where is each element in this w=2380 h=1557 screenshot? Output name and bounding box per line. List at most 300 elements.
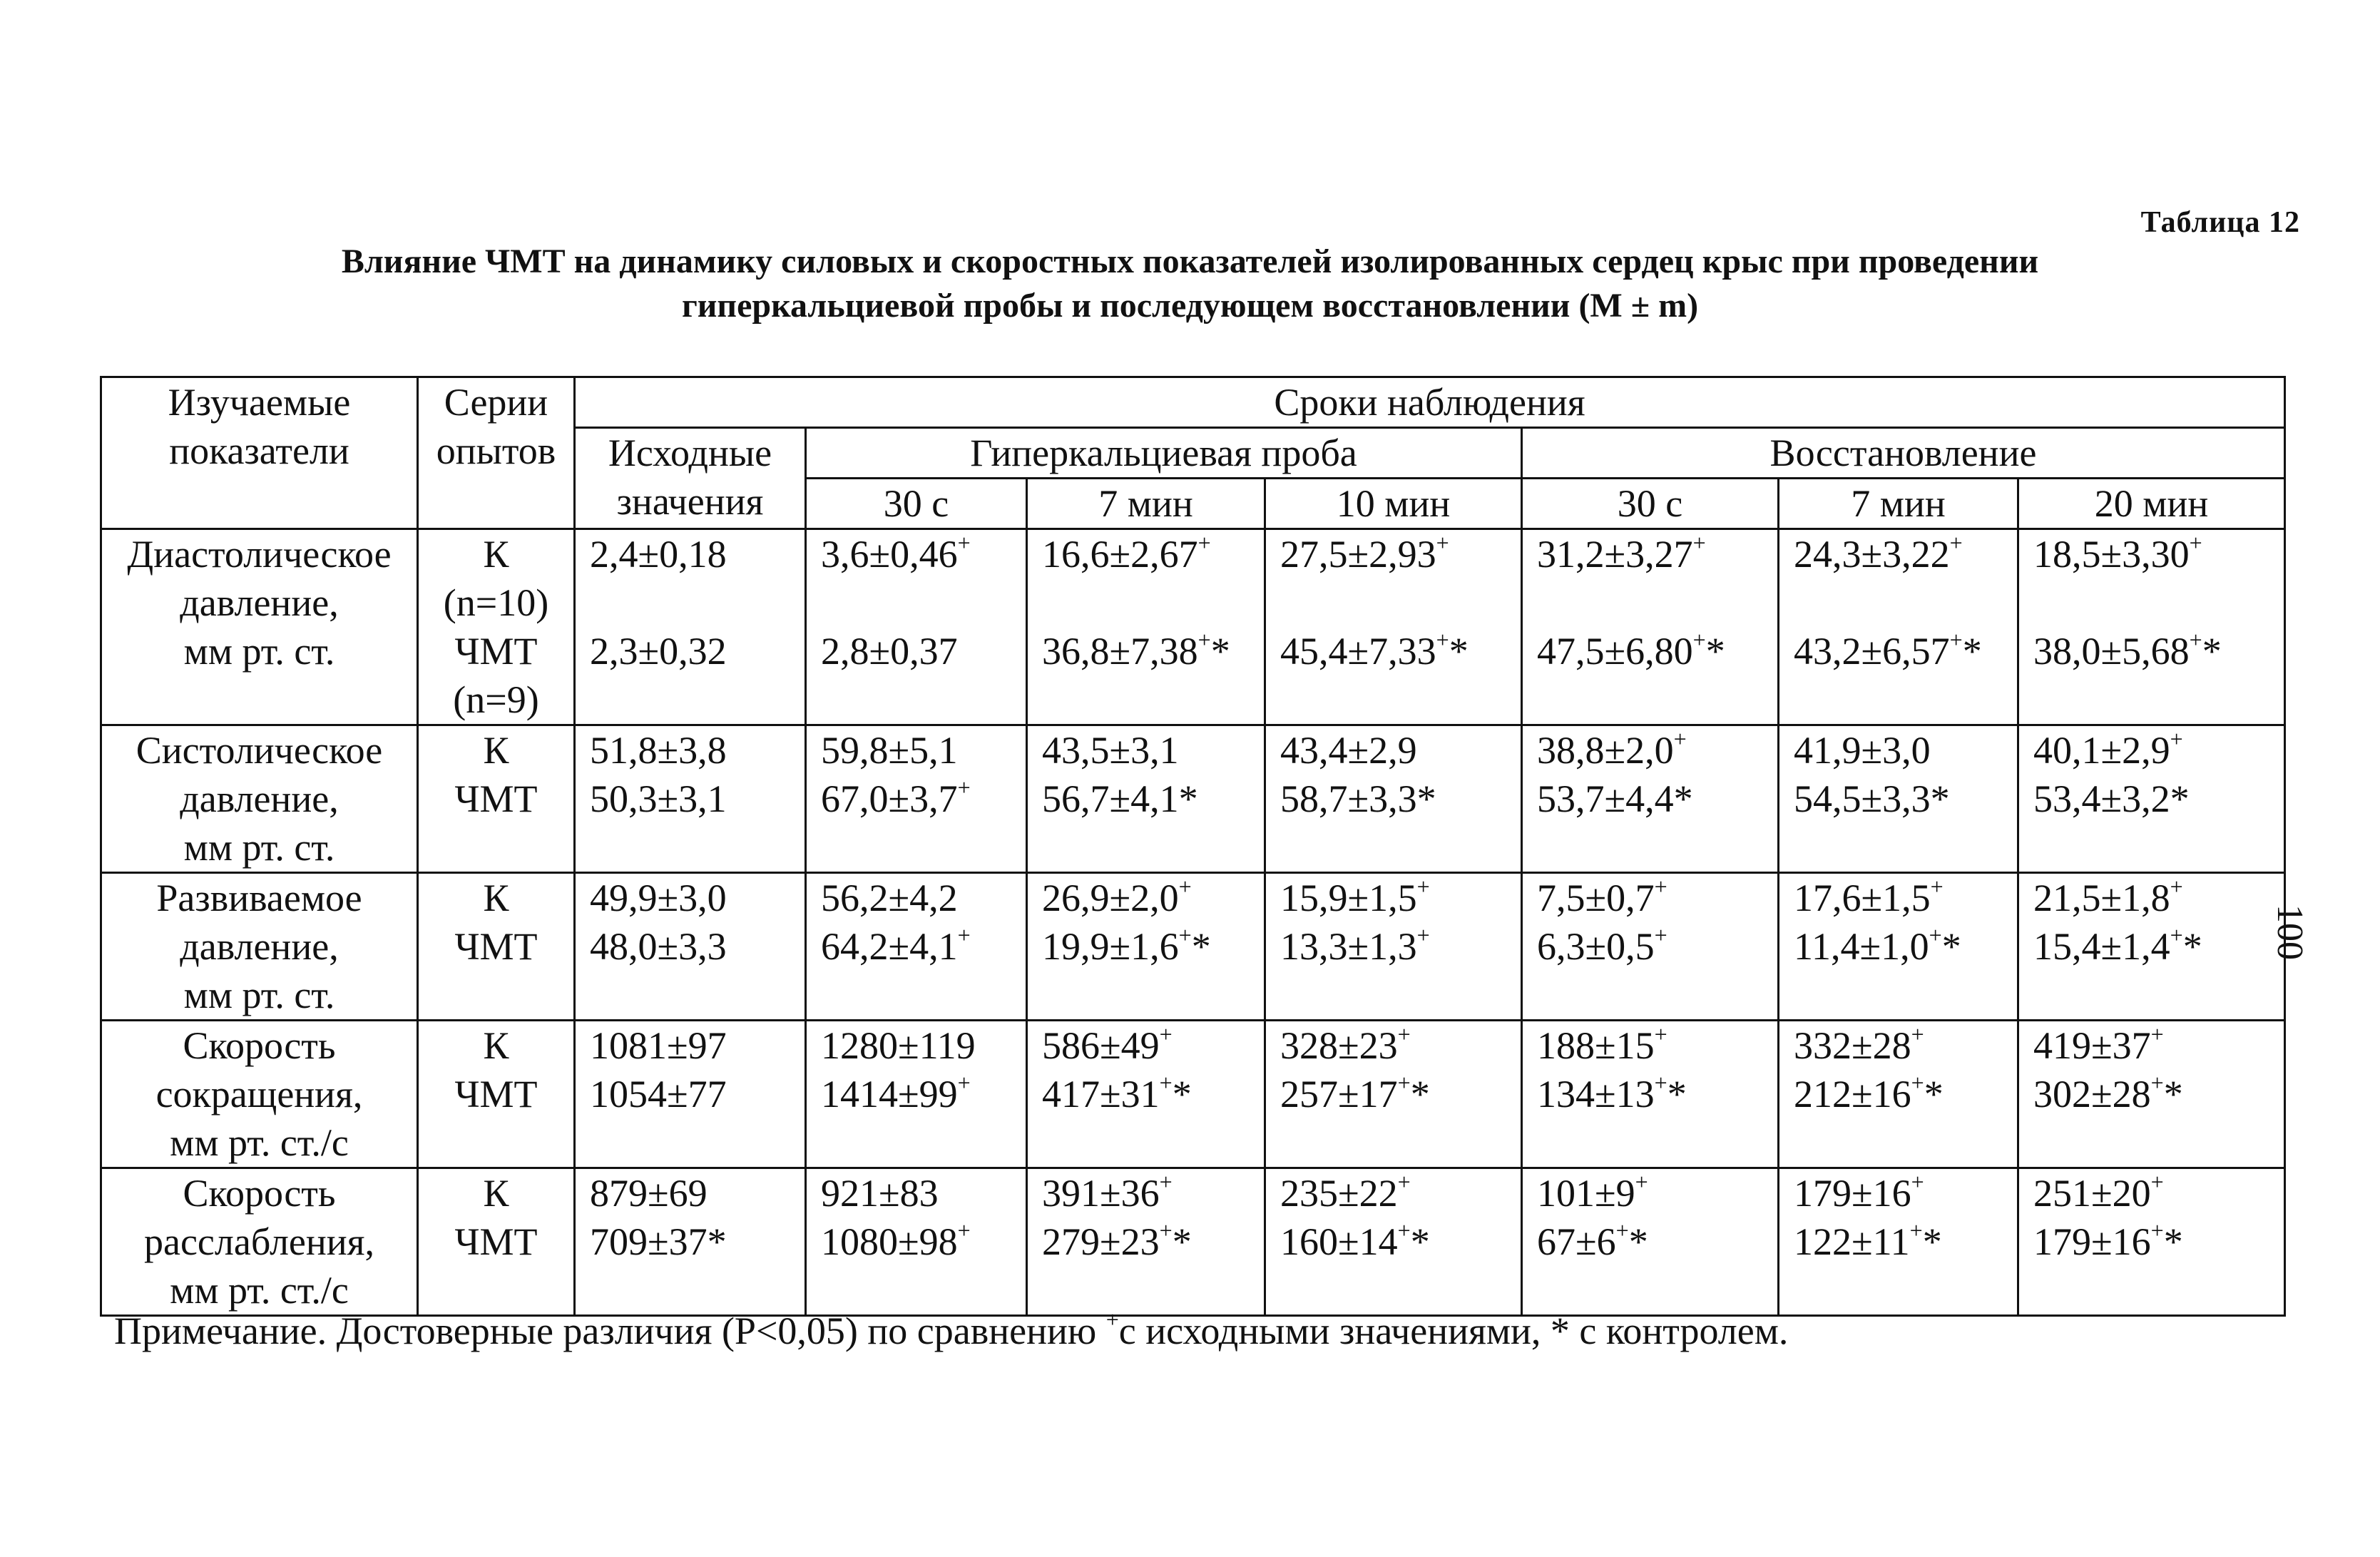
value-cell xyxy=(575,725,806,873)
significance-star-mark: * xyxy=(1172,1220,1192,1263)
value-text: 51,8±3,8 xyxy=(590,729,727,772)
significance-star-mark: * xyxy=(2163,1220,2183,1263)
value-control xyxy=(821,1169,1011,1217)
significance-star-mark: * xyxy=(1628,1220,1648,1263)
value-text: 13,3±1,3 xyxy=(1280,925,1417,968)
significance-plus-mark: + xyxy=(1929,922,1942,948)
value-tbi xyxy=(821,1070,1011,1118)
significance-plus-mark: + xyxy=(1949,627,1963,653)
indicator-line: давление, xyxy=(180,581,339,624)
header-series: Серии опытов xyxy=(418,377,575,529)
value-tbi xyxy=(1042,1217,1250,1266)
table-title xyxy=(0,240,2380,328)
value-control xyxy=(2033,530,2269,578)
value-text: 251±20 xyxy=(2033,1172,2151,1215)
value-control xyxy=(2033,1169,2269,1217)
significance-plus-mark: + xyxy=(2189,530,2202,556)
significance-plus-mark: + xyxy=(1635,1169,1648,1195)
value-tbi xyxy=(821,1217,1011,1266)
significance-plus-mark: + xyxy=(1692,627,1706,653)
spacer xyxy=(1280,578,1506,627)
series-line: ЧМТ xyxy=(454,1073,538,1116)
significance-plus-mark: + xyxy=(1654,922,1667,948)
value-control xyxy=(1794,1169,2003,1217)
value-tbi xyxy=(590,922,790,971)
significance-plus-mark: + xyxy=(957,1217,971,1243)
value-tbi xyxy=(1794,1217,2003,1266)
value-control xyxy=(590,1169,790,1217)
value-text: 1414±99 xyxy=(821,1073,958,1116)
header-rec-7min: 7 мин xyxy=(1779,479,2018,529)
series-cell xyxy=(418,725,575,873)
significance-star-mark: * xyxy=(707,1220,727,1263)
value-text: 235±22 xyxy=(1280,1172,1398,1215)
value-text: 122±11 xyxy=(1794,1220,1910,1263)
value-cell xyxy=(1027,725,1265,873)
value-cell xyxy=(1027,1168,1265,1316)
significance-plus-mark: + xyxy=(957,530,971,556)
value-text: 1054±77 xyxy=(590,1073,727,1116)
value-text: 179±16 xyxy=(2033,1220,2151,1263)
note-text-after: с исходными значениями, * с контролем. xyxy=(1118,1310,1789,1352)
value-cell xyxy=(575,873,806,1021)
value-control xyxy=(590,874,790,922)
value-tbi xyxy=(1794,775,2003,823)
significance-star-mark: * xyxy=(1705,630,1725,673)
value-text: 391±36 xyxy=(1042,1172,1160,1215)
value-cell xyxy=(806,529,1027,725)
value-text: 21,5±1,8 xyxy=(2033,877,2170,919)
value-text: 58,7±3,3 xyxy=(1280,777,1417,820)
significance-plus-mark: + xyxy=(957,922,971,948)
value-control xyxy=(1042,874,1250,922)
value-text: 6,3±0,5 xyxy=(1537,925,1655,968)
indicator-line: Систолическое xyxy=(136,729,383,772)
series-cell xyxy=(418,1168,575,1316)
value-tbi xyxy=(1537,922,1763,971)
value-cell xyxy=(1522,873,1779,1021)
page-number: 100 xyxy=(2269,904,2310,960)
value-text: 11,4±1,0 xyxy=(1794,925,1929,968)
value-control xyxy=(1794,874,2003,922)
value-text: 188±15 xyxy=(1537,1024,1655,1067)
value-cell xyxy=(1779,725,2018,873)
value-text: 879±69 xyxy=(590,1172,708,1215)
value-text: 43,2±6,57 xyxy=(1794,630,1950,673)
value-control xyxy=(2033,1021,2269,1070)
significance-plus-mark: + xyxy=(1911,1021,1924,1047)
value-cell xyxy=(806,1021,1027,1168)
value-text: 43,4±2,9 xyxy=(1280,729,1417,772)
value-control xyxy=(590,1021,790,1070)
indicator-line: мм рт. ст. xyxy=(183,974,335,1016)
indicator-line: давление, xyxy=(180,777,339,820)
value-control xyxy=(1537,1169,1763,1217)
significance-plus-mark: + xyxy=(1159,1169,1173,1195)
value-control xyxy=(1042,726,1250,775)
value-cell xyxy=(1779,1168,2018,1316)
series-cell xyxy=(418,529,575,725)
spacer xyxy=(1537,578,1763,627)
significance-star-mark: * xyxy=(1449,630,1469,673)
value-text: 417±31 xyxy=(1042,1073,1160,1116)
header-row-1 xyxy=(101,377,2285,428)
value-text: 101±9 xyxy=(1537,1172,1635,1215)
header-indicators: Изучаемые показатели xyxy=(101,377,418,529)
value-text: 36,8±7,38 xyxy=(1042,630,1198,673)
header-hc-7min: 7 мин xyxy=(1027,479,1265,529)
significance-star-mark: * xyxy=(1922,1220,1942,1263)
significance-plus-mark: + xyxy=(1909,1217,1923,1243)
value-text: 19,9±1,6 xyxy=(1042,925,1179,968)
value-tbi xyxy=(2033,627,2269,675)
value-text: 7,5±0,7 xyxy=(1537,877,1655,919)
significance-star-mark: * xyxy=(1673,777,1693,820)
value-cell xyxy=(575,1168,806,1316)
indicator-line: мм рт. ст. xyxy=(183,630,335,673)
value-text: 24,3±3,22 xyxy=(1794,533,1950,576)
value-text: 67,0±3,7 xyxy=(821,777,958,820)
header-hypercalcium: Гиперкальциевая проба xyxy=(806,428,1522,479)
significance-plus-mark: + xyxy=(1911,1070,1924,1096)
value-text: 328±23 xyxy=(1280,1024,1398,1067)
table-row xyxy=(101,725,2285,873)
table-row xyxy=(101,1168,2285,1316)
value-tbi xyxy=(1280,1217,1506,1266)
series-line: ЧМТ xyxy=(454,630,538,673)
value-control xyxy=(2033,726,2269,775)
significance-plus-mark: + xyxy=(1397,1021,1411,1047)
value-control xyxy=(590,726,790,775)
value-text: 586±49 xyxy=(1042,1024,1160,1067)
significance-plus-mark: + xyxy=(1159,1070,1173,1096)
value-tbi xyxy=(1042,775,1250,823)
value-control xyxy=(1794,1021,2003,1070)
indicator-cell xyxy=(101,1021,418,1168)
value-text: 332±28 xyxy=(1794,1024,1911,1067)
indicator-line: Диастолическое xyxy=(127,533,392,576)
results-table xyxy=(100,376,2286,1317)
header-hc-30s: 30 с xyxy=(806,479,1027,529)
value-text: 3,6±0,46 xyxy=(821,533,958,576)
table-title-line-2: гиперкальциевой пробы и последующем восстановлении (M ± m) xyxy=(681,287,1699,325)
value-text: 67±6 xyxy=(1537,1220,1616,1263)
series-line: ЧМТ xyxy=(454,925,538,968)
value-text: 54,5±3,3 xyxy=(1794,777,1931,820)
value-text: 48,0±3,3 xyxy=(590,925,727,968)
value-text: 257±17 xyxy=(1280,1073,1398,1116)
value-cell xyxy=(1522,725,1779,873)
value-control xyxy=(1537,726,1763,775)
series-cell xyxy=(418,1021,575,1168)
significance-plus-mark: + xyxy=(957,1070,971,1096)
value-cell xyxy=(2018,725,2285,873)
value-text: 38,8±2,0 xyxy=(1537,729,1674,772)
significance-plus-mark: + xyxy=(1911,1169,1924,1195)
value-tbi xyxy=(2033,1217,2269,1266)
table-row xyxy=(101,529,2285,725)
value-cell xyxy=(1265,529,1522,725)
value-text: 709±37 xyxy=(590,1220,708,1263)
indicator-line: сокращения, xyxy=(155,1073,363,1116)
value-control xyxy=(821,726,1011,775)
value-control xyxy=(1794,726,2003,775)
value-tbi xyxy=(1537,627,1763,675)
significance-plus-mark: + xyxy=(1930,874,1944,899)
value-text: 134±13 xyxy=(1537,1073,1655,1116)
significance-star-mark: * xyxy=(1962,630,1982,673)
value-tbi xyxy=(1537,775,1763,823)
significance-star-mark: * xyxy=(1410,1073,1430,1116)
significance-plus-mark: + xyxy=(2150,1021,2164,1047)
value-text: 56,7±4,1 xyxy=(1042,777,1179,820)
series-line: К xyxy=(483,533,509,576)
table-note xyxy=(114,1307,1788,1355)
value-text: 212±16 xyxy=(1794,1073,1911,1116)
significance-plus-mark: + xyxy=(1654,1021,1667,1047)
series-line: ЧМТ xyxy=(454,777,538,820)
significance-star-mark: * xyxy=(1172,1073,1192,1116)
spacer xyxy=(590,578,790,627)
significance-star-mark: * xyxy=(1210,630,1230,673)
significance-plus-mark: + xyxy=(1159,1217,1173,1243)
value-control xyxy=(1042,1021,1250,1070)
significance-star-mark: * xyxy=(2202,630,2222,673)
significance-plus-mark: + xyxy=(1615,1217,1629,1243)
value-cell xyxy=(575,529,806,725)
value-text: 43,5±3,1 xyxy=(1042,729,1179,772)
value-tbi xyxy=(590,627,790,675)
significance-plus-mark: + xyxy=(1416,922,1430,948)
significance-plus-mark: + xyxy=(1436,627,1449,653)
series-line: К xyxy=(483,729,509,772)
value-cell xyxy=(1779,873,2018,1021)
series-line: К xyxy=(483,1172,509,1215)
series-line: (n=10) xyxy=(443,581,549,624)
header-terms: Сроки наблюдения xyxy=(575,377,2285,428)
value-cell xyxy=(1522,529,1779,725)
significance-star-mark: * xyxy=(1410,1220,1430,1263)
indicator-line: мм рт. ст./с xyxy=(170,1121,349,1164)
value-tbi xyxy=(1794,627,2003,675)
value-tbi xyxy=(1537,1217,1763,1266)
significance-plus-mark: + xyxy=(1178,874,1192,899)
significance-star-mark: * xyxy=(1178,777,1198,820)
indicator-cell xyxy=(101,1168,418,1316)
value-text: 18,5±3,30 xyxy=(2033,533,2190,576)
indicator-cell xyxy=(101,725,418,873)
significance-star-mark: * xyxy=(2182,925,2202,968)
value-cell xyxy=(2018,873,2285,1021)
significance-star-mark: * xyxy=(2163,1073,2183,1116)
value-text: 279±23 xyxy=(1042,1220,1160,1263)
value-text: 27,5±2,93 xyxy=(1280,533,1436,576)
significance-plus-mark: + xyxy=(1673,726,1687,752)
value-cell xyxy=(1265,873,1522,1021)
value-text: 53,7±4,4 xyxy=(1537,777,1674,820)
value-control xyxy=(1537,874,1763,922)
value-tbi xyxy=(1042,627,1250,675)
value-text: 2,3±0,32 xyxy=(590,630,727,673)
value-text: 1080±98 xyxy=(821,1220,958,1263)
value-cell xyxy=(1027,1021,1265,1168)
value-tbi xyxy=(1280,1070,1506,1118)
value-tbi xyxy=(821,627,1011,675)
value-control xyxy=(1537,530,1763,578)
significance-star-mark: * xyxy=(1191,925,1211,968)
indicator-line: Скорость xyxy=(183,1172,336,1215)
note-text-before: Примечание. Достоверные различия (P<0,05) по сравнению xyxy=(114,1310,1106,1352)
value-text: 921±83 xyxy=(821,1172,939,1215)
value-text: 53,4±3,2 xyxy=(2033,777,2170,820)
value-tbi xyxy=(1794,922,2003,971)
value-tbi xyxy=(590,1217,790,1266)
spacer xyxy=(1794,578,2003,627)
significance-star-mark: * xyxy=(2170,777,2190,820)
series-line: К xyxy=(483,1024,509,1067)
value-cell xyxy=(1265,1021,1522,1168)
significance-plus-mark: + xyxy=(1197,627,1211,653)
value-text: 1081±97 xyxy=(590,1024,727,1067)
value-text: 47,5±6,80 xyxy=(1537,630,1693,673)
significance-plus-mark: + xyxy=(2150,1169,2164,1195)
value-cell xyxy=(575,1021,806,1168)
table-title-line-1: Влияние ЧМТ на динамику силовых и скоростных показателей изолированных сердец крыс при проведении xyxy=(341,243,2039,280)
significance-star-mark: * xyxy=(1924,1073,1944,1116)
value-tbi xyxy=(821,775,1011,823)
indicator-line: мм рт. ст. xyxy=(183,826,335,869)
significance-plus-mark: + xyxy=(2189,627,2202,653)
significance-star-mark: * xyxy=(1930,777,1950,820)
indicator-line: Развиваемое xyxy=(156,877,362,919)
indicator-cell xyxy=(101,873,418,1021)
value-tbi xyxy=(1280,922,1506,971)
significance-plus-mark: + xyxy=(2170,874,2183,899)
significance-plus-mark: + xyxy=(1397,1169,1411,1195)
significance-plus-mark: + xyxy=(1159,1021,1173,1047)
value-text: 15,9±1,5 xyxy=(1280,877,1417,919)
significance-plus-mark: + xyxy=(1416,874,1430,899)
value-text: 302±28 xyxy=(2033,1073,2151,1116)
significance-star-mark: * xyxy=(1667,1073,1687,1116)
value-control xyxy=(1280,1169,1506,1217)
header-rec-30s: 30 с xyxy=(1522,479,1779,529)
value-control xyxy=(821,874,1011,922)
significance-plus-mark: + xyxy=(1949,530,1963,556)
series-line: (n=9) xyxy=(453,678,539,721)
value-text: 56,2±4,2 xyxy=(821,877,958,919)
significance-plus-mark: + xyxy=(1197,530,1211,556)
spacer xyxy=(1042,578,1250,627)
value-text: 17,6±1,5 xyxy=(1794,877,1931,919)
value-text: 50,3±3,1 xyxy=(590,777,727,820)
value-text: 41,9±3,0 xyxy=(1794,729,1931,772)
header-recovery: Восстановление xyxy=(1522,428,2285,479)
spacer xyxy=(2033,578,2269,627)
significance-plus-mark: + xyxy=(1692,530,1706,556)
value-text: 49,9±3,0 xyxy=(590,877,727,919)
series-cell xyxy=(418,873,575,1021)
value-text: 15,4±1,4 xyxy=(2033,925,2170,968)
value-tbi xyxy=(1537,1070,1763,1118)
value-control xyxy=(821,530,1011,578)
significance-plus-mark: + xyxy=(2150,1217,2164,1243)
value-tbi xyxy=(1794,1070,2003,1118)
table-row xyxy=(101,1021,2285,1168)
series-line: ЧМТ xyxy=(454,1220,538,1263)
value-cell xyxy=(1027,873,1265,1021)
value-control xyxy=(1794,530,2003,578)
value-tbi xyxy=(821,922,1011,971)
value-control xyxy=(1280,1021,1506,1070)
indicator-line: расслабления, xyxy=(144,1220,374,1263)
significance-plus-mark: + xyxy=(1654,1070,1667,1096)
significance-plus-mark: + xyxy=(1397,1217,1411,1243)
value-cell xyxy=(1265,725,1522,873)
value-cell xyxy=(1265,1168,1522,1316)
value-tbi xyxy=(2033,1070,2269,1118)
value-text: 160±14 xyxy=(1280,1220,1398,1263)
significance-plus-mark: + xyxy=(2170,726,2183,752)
indicator-cell xyxy=(101,529,418,725)
significance-plus-mark: + xyxy=(1178,922,1192,948)
value-tbi xyxy=(1042,1070,1250,1118)
table-row xyxy=(101,873,2285,1021)
value-text: 179±16 xyxy=(1794,1172,1911,1215)
value-control xyxy=(2033,874,2269,922)
significance-plus-mark: + xyxy=(2150,1070,2164,1096)
value-cell xyxy=(2018,1021,2285,1168)
value-tbi xyxy=(1280,627,1506,675)
significance-star-mark: * xyxy=(1941,925,1961,968)
value-text: 1280±119 xyxy=(821,1024,976,1067)
value-control xyxy=(1280,726,1506,775)
value-text: 64,2±4,1 xyxy=(821,925,958,968)
value-cell xyxy=(2018,529,2285,725)
value-cell xyxy=(1522,1021,1779,1168)
significance-plus-mark: + xyxy=(1436,530,1449,556)
value-tbi xyxy=(2033,775,2269,823)
significance-plus-mark: + xyxy=(957,775,971,800)
indicator-line: давление, xyxy=(180,925,339,968)
spacer xyxy=(821,578,1011,627)
value-text: 40,1±2,9 xyxy=(2033,729,2170,772)
value-control xyxy=(1280,874,1506,922)
value-text: 59,8±5,1 xyxy=(821,729,958,772)
significance-plus-mark: + xyxy=(1654,874,1667,899)
value-tbi xyxy=(590,775,790,823)
value-text: 26,9±2,0 xyxy=(1042,877,1179,919)
value-tbi xyxy=(1042,922,1250,971)
header-hc-10min: 10 мин xyxy=(1265,479,1522,529)
value-text: 2,4±0,18 xyxy=(590,533,727,576)
value-cell xyxy=(806,725,1027,873)
value-cell xyxy=(2018,1168,2285,1316)
value-text: 419±37 xyxy=(2033,1024,2151,1067)
value-tbi xyxy=(1280,775,1506,823)
value-tbi xyxy=(2033,922,2269,971)
indicator-line: мм рт. ст./с xyxy=(170,1269,349,1312)
table-number: Таблица 12 xyxy=(2140,206,2300,239)
significance-plus-mark: + xyxy=(1397,1070,1411,1096)
value-control xyxy=(1280,530,1506,578)
value-text: 45,4±7,33 xyxy=(1280,630,1436,673)
indicator-line: Скорость xyxy=(183,1024,336,1067)
value-cell xyxy=(1027,529,1265,725)
header-rec-20min: 20 мин xyxy=(2018,479,2285,529)
value-text: 38,0±5,68 xyxy=(2033,630,2190,673)
value-control xyxy=(1042,1169,1250,1217)
